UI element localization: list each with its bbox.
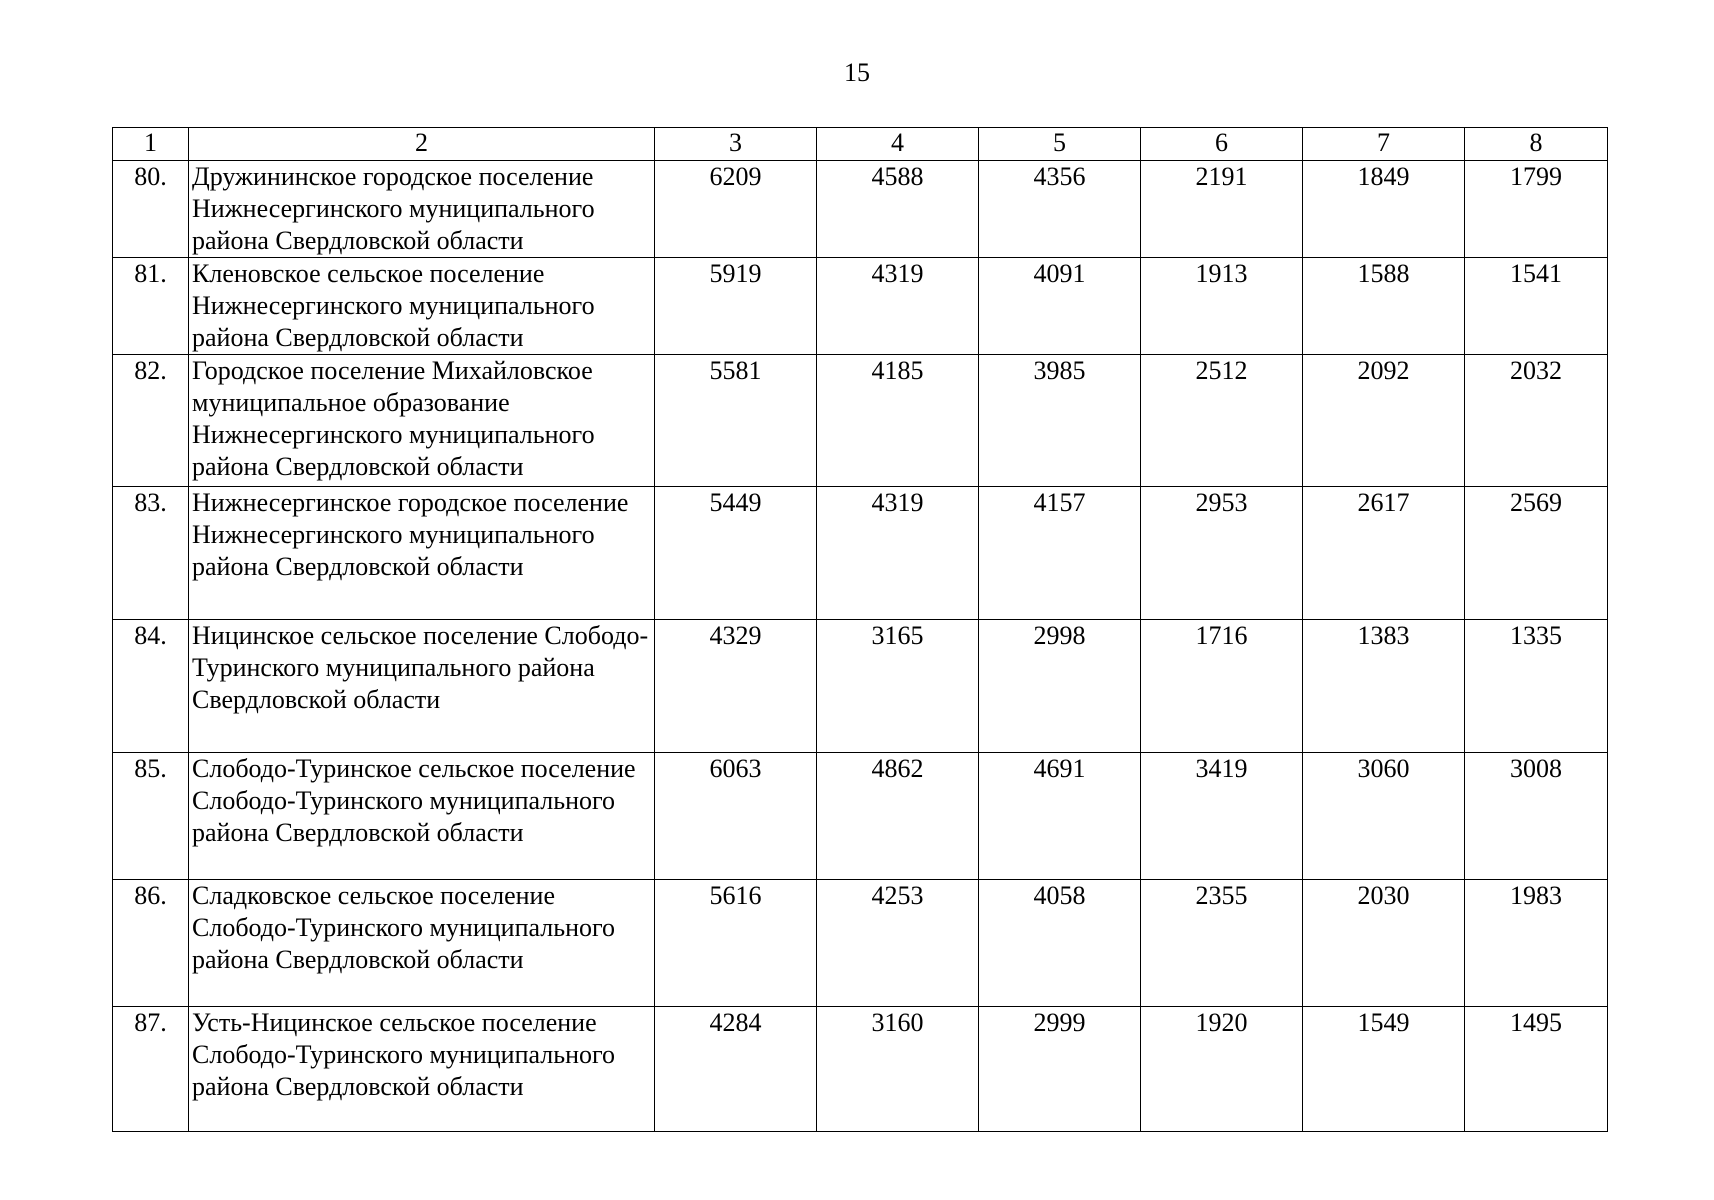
value-cell: 4691: [979, 753, 1141, 880]
column-header: 1: [113, 128, 189, 161]
row-number: 87.: [113, 1007, 189, 1132]
value-cell: 4091: [979, 258, 1141, 355]
value-cell: 4284: [655, 1007, 817, 1132]
column-header: 2: [189, 128, 655, 161]
table-row: [113, 1007, 1608, 1132]
value-cell: 2092: [1303, 355, 1465, 487]
value-cell: 5581: [655, 355, 817, 487]
value-cell: 2617: [1303, 487, 1465, 620]
municipality-name: Слободо-Туринское сельское поселение Слободо-Туринского муниципального района Свердловской области: [189, 753, 655, 880]
municipality-name: Ницинское сельское поселение Слободо-Туринского муниципального района Свердловской области: [189, 620, 655, 753]
column-header: 3: [655, 128, 817, 161]
table-row: [113, 161, 1608, 258]
value-cell: 1549: [1303, 1007, 1465, 1132]
column-header: 8: [1465, 128, 1608, 161]
value-cell: 1541: [1465, 258, 1608, 355]
value-cell: 2030: [1303, 880, 1465, 1007]
column-header: 6: [1141, 128, 1303, 161]
value-cell: 3008: [1465, 753, 1608, 880]
value-cell: 4319: [817, 258, 979, 355]
value-cell: 3985: [979, 355, 1141, 487]
row-number: 83.: [113, 487, 189, 620]
row-number: 85.: [113, 753, 189, 880]
municipality-name: Сладковское сельское поселение Слободо-Туринского муниципального района Свердловской области: [189, 880, 655, 1007]
value-cell: 2355: [1141, 880, 1303, 1007]
value-cell: 6209: [655, 161, 817, 258]
municipality-name: Городское поселение Михайловское муниципальное образование Нижнесергинского муниципального района Свердловской области: [189, 355, 655, 487]
table-row: [113, 753, 1608, 880]
value-cell: 2998: [979, 620, 1141, 753]
value-cell: 4058: [979, 880, 1141, 1007]
value-cell: 2512: [1141, 355, 1303, 487]
value-cell: 4356: [979, 161, 1141, 258]
header-row: [113, 128, 1608, 161]
value-cell: 4862: [817, 753, 979, 880]
value-cell: 3060: [1303, 753, 1465, 880]
value-cell: 2569: [1465, 487, 1608, 620]
value-cell: 1799: [1465, 161, 1608, 258]
table-row: [113, 620, 1608, 753]
row-number: 84.: [113, 620, 189, 753]
value-cell: 4253: [817, 880, 979, 1007]
table-row: [113, 487, 1608, 620]
value-cell: 1913: [1141, 258, 1303, 355]
value-cell: 1716: [1141, 620, 1303, 753]
value-cell: 2191: [1141, 161, 1303, 258]
column-header: 4: [817, 128, 979, 161]
row-number: 81.: [113, 258, 189, 355]
table-row: [113, 880, 1608, 1007]
municipality-name: Нижнесергинское городское поселение Нижнесергинского муниципального района Свердловской области: [189, 487, 655, 620]
value-cell: 3160: [817, 1007, 979, 1132]
value-cell: 4329: [655, 620, 817, 753]
value-cell: 2032: [1465, 355, 1608, 487]
page-number: 15: [844, 58, 870, 87]
data-table: [112, 127, 1608, 1132]
value-cell: 4588: [817, 161, 979, 258]
value-cell: 4185: [817, 355, 979, 487]
value-cell: 5616: [655, 880, 817, 1007]
value-cell: 4157: [979, 487, 1141, 620]
row-number: 82.: [113, 355, 189, 487]
municipality-name: Дружининское городское поселение Нижнесергинского муниципального района Свердловской области: [189, 161, 655, 258]
column-header: 7: [1303, 128, 1465, 161]
row-number: 86.: [113, 880, 189, 1007]
value-cell: 1335: [1465, 620, 1608, 753]
value-cell: 1495: [1465, 1007, 1608, 1132]
municipality-name: Усть-Ницинское сельское поселение Слободо-Туринского муниципального района Свердловской области: [189, 1007, 655, 1132]
table-row: [113, 355, 1608, 487]
value-cell: 6063: [655, 753, 817, 880]
value-cell: 5919: [655, 258, 817, 355]
value-cell: 3165: [817, 620, 979, 753]
table-row: [113, 258, 1608, 355]
value-cell: 1849: [1303, 161, 1465, 258]
value-cell: 1383: [1303, 620, 1465, 753]
value-cell: 5449: [655, 487, 817, 620]
value-cell: 2999: [979, 1007, 1141, 1132]
value-cell: 1920: [1141, 1007, 1303, 1132]
value-cell: 1588: [1303, 258, 1465, 355]
value-cell: 3419: [1141, 753, 1303, 880]
row-number: 80.: [113, 161, 189, 258]
value-cell: 4319: [817, 487, 979, 620]
column-header: 5: [979, 128, 1141, 161]
value-cell: 1983: [1465, 880, 1608, 1007]
municipality-name: Кленовское сельское поселение Нижнесергинского муниципального района Свердловской области: [189, 258, 655, 355]
value-cell: 2953: [1141, 487, 1303, 620]
